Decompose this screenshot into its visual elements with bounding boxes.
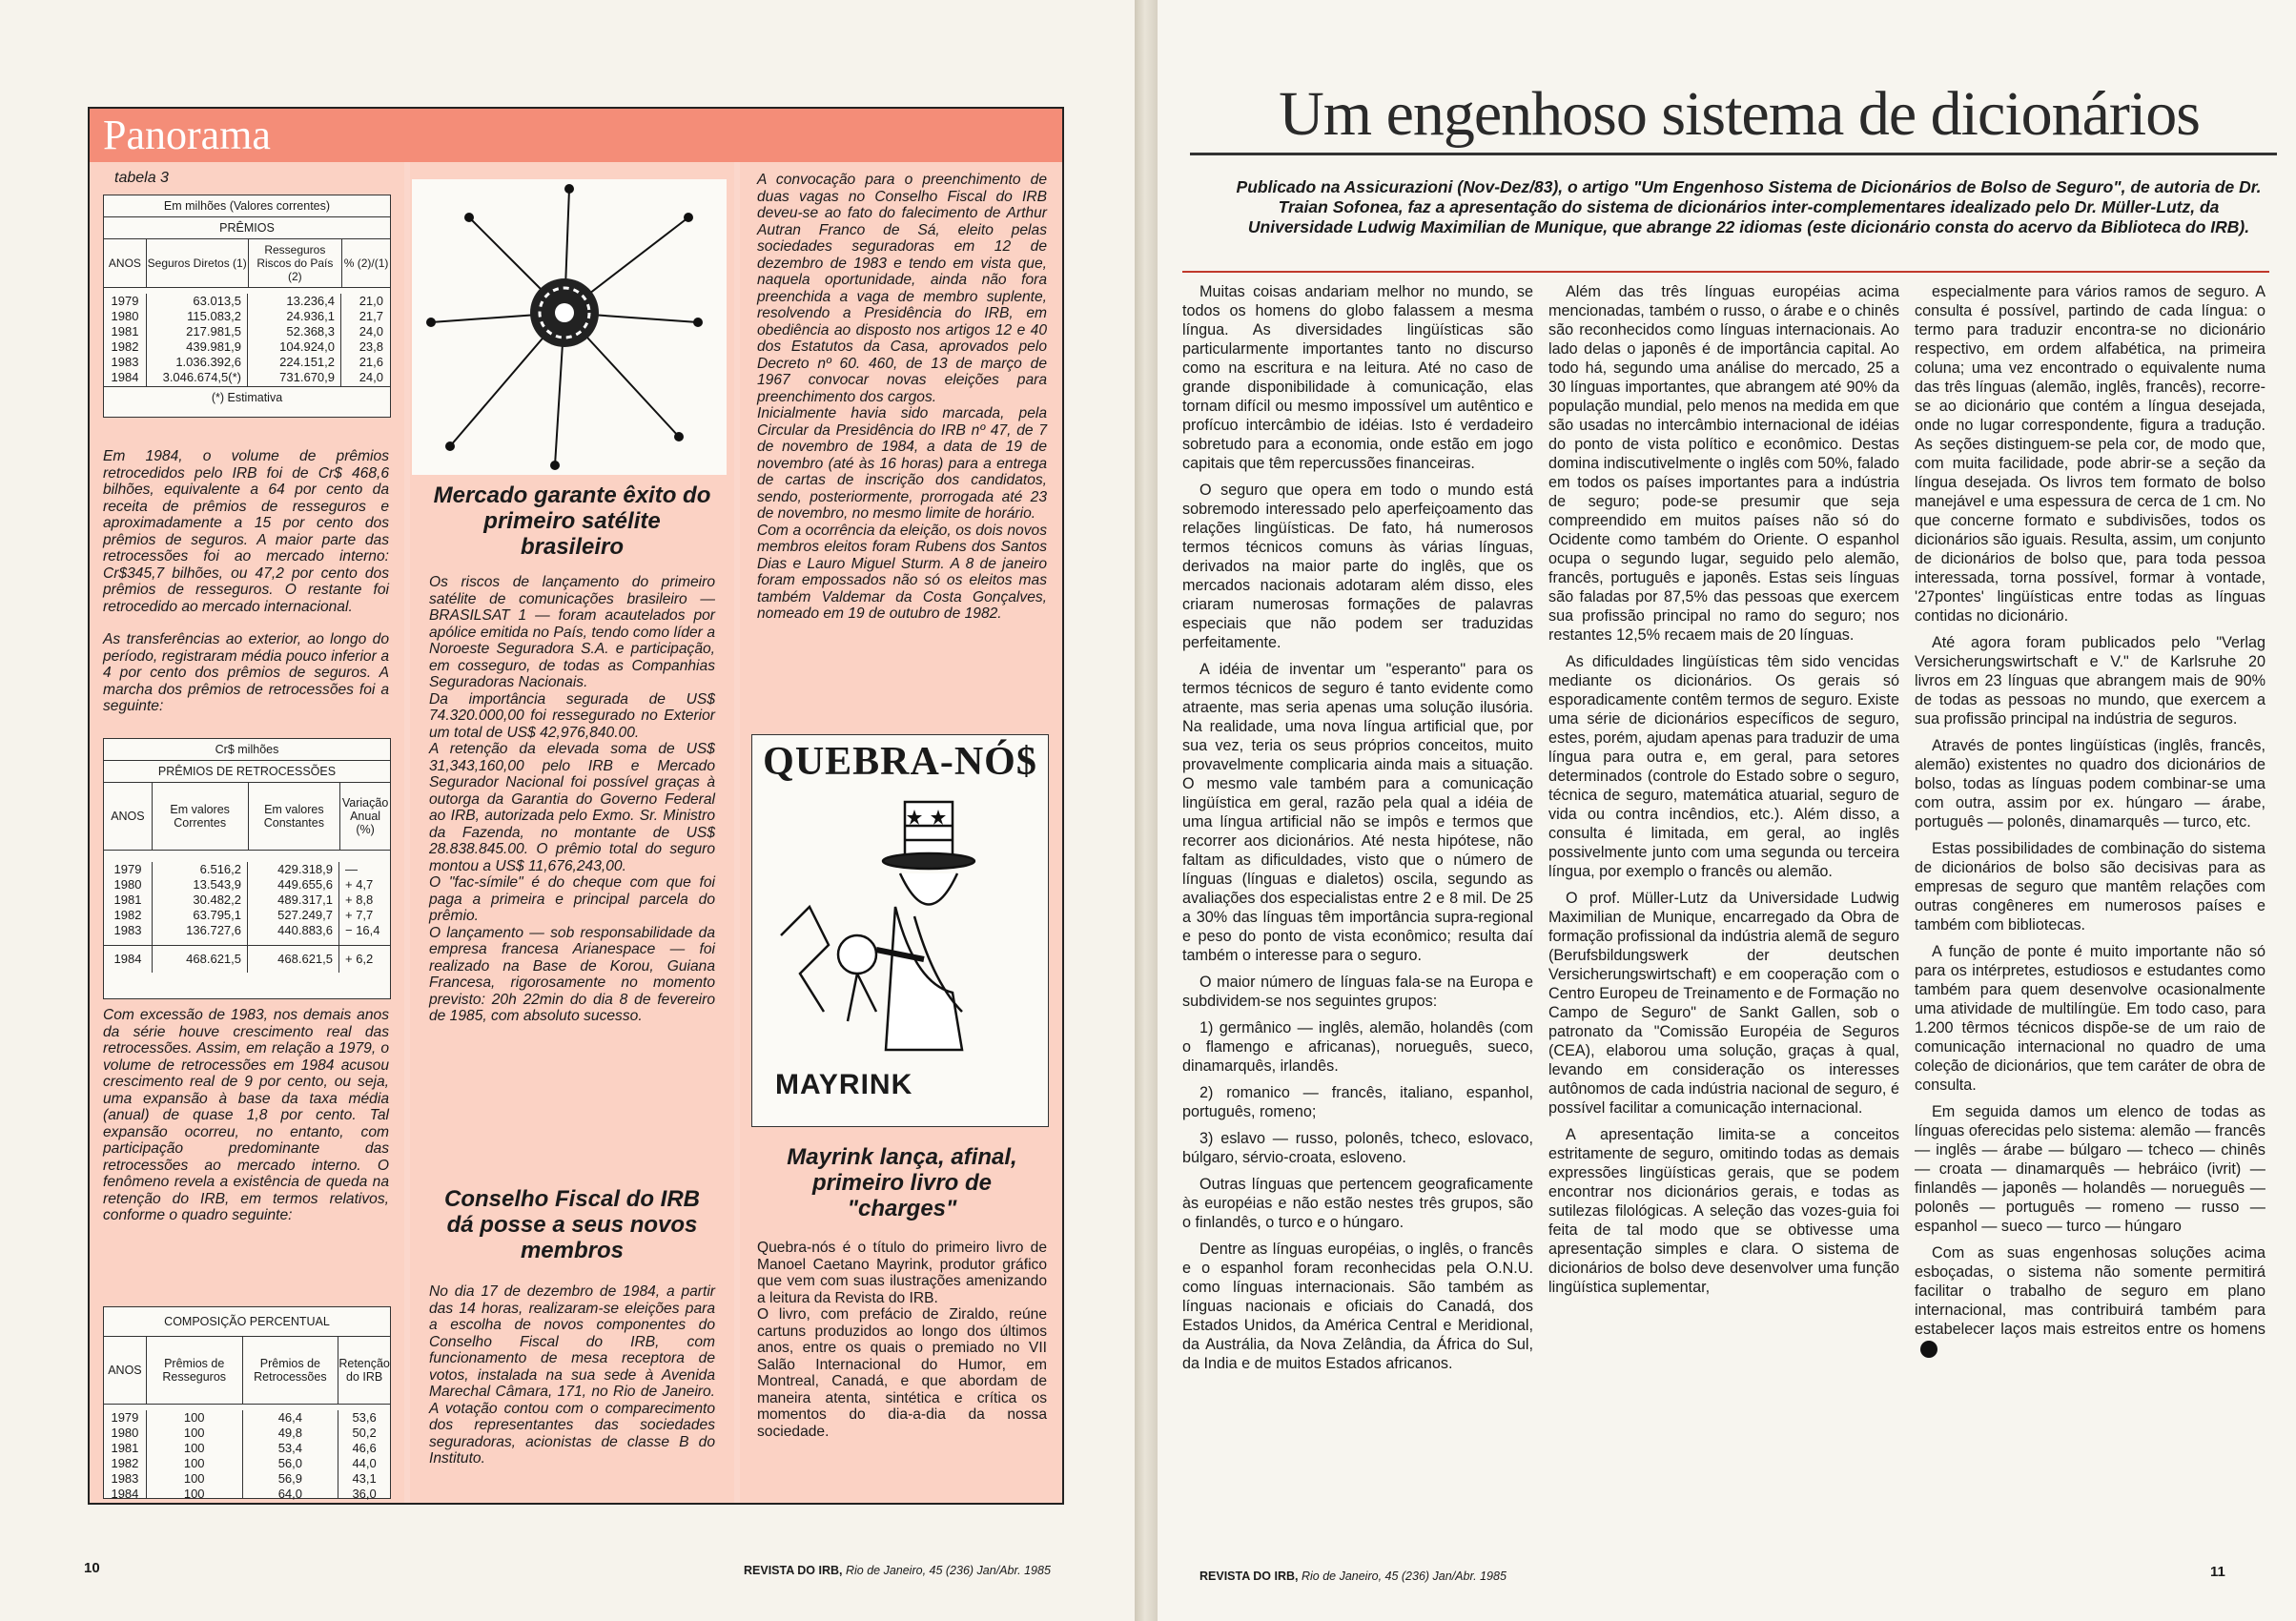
- panorama-column-1: [90, 162, 404, 1503]
- section-title: Panorama: [103, 112, 271, 158]
- paragraph: Através de pontes lingüísticas (inglês, francês, alemão) existentes no quadro dos dicionários de bolso, todas as línguas podem combinar-se uma com outra, assim por ex. húngaro — árabe, português — polonês, dinamarquês — turco, etc.: [1915, 737, 2265, 831]
- col-header-variacao: Variação Anual (%): [341, 796, 389, 836]
- conselho-article-text: No dia 17 de dezembro de 1984, a partir das 14 horas, realizaram-se eleições para a escolha de novos componentes do Conselho Fiscal do IRB, com funcionamento de mesa receptora de votos, instalada na sua sede à Avenida Marechal Câmara, 171, no Rio de Janeiro. A votação contou com o comparecimento dos representantes das sociedades seguradoras, acionistas de classe B do Instituto.: [429, 1283, 715, 1467]
- paragraph: Além das três línguas européias acima mencionadas, também o russo, o árabe e o chinês são reconhecidos como línguas internacionais. Ao lado delas o japonês é de importância capital. Ao todo há, segundo uma análise do mercado, 25 a 30 línguas importantes, que abrangem até 90% da população mundial, pelo menos na medida em que são usadas no intercâmbio internacional de idéias do ponto de vista político e econômico. Destas domina indiscutivelmente o inglês com 50%, falado em todos os países importantes para a indústria de seguro; pode-se presumir que seja compreendido em muitos países não só do Ocidente como também do Oriente. O espanhol ocupa o segundo lugar, seguido pelo alemão, francês, português e japonês. Estas seis línguas são faladas por 87,5% das pessoas que exercem sua profissão principal no ramo do seguro; nos restantes 12,5% recaem mais de 20 línguas.: [1548, 283, 1899, 644]
- paragraph: As dificuldades lingüísticas têm sido vencidas mediante os dicionários. Os gerais só esporadicamente contêm termos de seguro. Existe uma série de dicionários específicos de seguro, estes, porém, ajudam apenas para traduzir de uma língua para outra e, em geral, para setores determinados (controle do Estado sobre o seguro, técnica de seguro, matemática atuarial, seguro de vida ou contra incêndios, etc.). Além disso, a consulta é limitada, em geral, ao inglês possivelmente junto com uma segunda ou terceira língua, por exemplo o francês ou alemão.: [1548, 653, 1899, 880]
- paragraph: O seguro que opera em todo o mundo está sobremodo interessado pelo aperfeiçoamento das relações lingüísticas. De fato, há numerosos termos técnicos comuns às várias línguas, derivados na maior parte do inglês, que os mercados nacionais adotaram além disso, eles criaram numerosas formações de palavras especiais que não podem ser traduzidas perfeitamente.: [1182, 482, 1533, 651]
- table-years: 1979 1980 1981 1982 1983 1984: [104, 1410, 147, 1498]
- paragraph: O maior número de línguas fala-se na Europa e subdividem-se nos seguintes grupos:: [1182, 974, 1533, 1010]
- table-premios-ress-values: 100 100 100 100 100 100: [147, 1410, 243, 1498]
- left-page: [0, 0, 1135, 1621]
- uncle-sam-cartoon-icon: [771, 792, 1029, 1059]
- end-mark-icon: [1920, 1341, 1937, 1358]
- col-header-resseguros: Resseguros Riscos do País (2): [249, 239, 343, 287]
- article-premios-text-a: Em 1984, o volume de prêmios retrocedidos pelo IRB foi de Cr$ 468,6 bilhões, equivalente a 64 por cento da receita de prêmios de resseguros e aproximadamente a 15 por cento dos prêmios de seguros. A maior parte das retrocessões foi ao mercado interno: Cr$345,7 bilhões, ou 47,2 por cento dos prêmios de resseguros. O restante foi retrocedido ao mercado internacional.: [103, 448, 389, 615]
- paragraph: Estas possibilidades de combinação do sistema de dicionários de bolso são decisivas para as empresas de seguro que mantêm relações com outras congêneres em numerosos países e também com bibliotecas.: [1915, 840, 2265, 934]
- paragraph: Outras línguas que pertencem geograficamente às européias e não estão nestes três grupos, são o finlandês, o turco e o húngaro.: [1182, 1176, 1533, 1231]
- table-label: tabela 3: [114, 170, 169, 186]
- table-resseguros-values: 13.236,4 24.936,1 52.368,3 104.924,0 224.151,2 731.670,9: [248, 294, 341, 386]
- page-number: 11: [2210, 1564, 2225, 1580]
- paragraph: 1) germânico — inglês, alemão, holandês (com o flamengo e africanas), norueguês, sueco, dinamarquês, irlandês.: [1182, 1019, 1533, 1075]
- table-pct-values: 21,0 21,7 24,0 23,8 21,6 24,0: [359, 294, 383, 384]
- satellite-article-text: Os riscos de lançamento do primeiro satélite de comunicações brasileiro — BRASILSAT 1 — foram acautelados por apólice emitida no País, tendo como líder a Noroeste Seguradora S.A. e participação, em cosseguro, de todas as Companhias Seguradoras Nacionais. Da importância segurada de US$ 74.320.000,00 foi ressegurado no Exterior um total de US$ 42,976,840.00. A retenção da elevada soma de US$ 31,343,160,00 pelo IRB e Mercado Segurador Nacional foi possível graças à outorga da Garantia do Governo Federal ao IRB, autorizada pelo Exmo. Sr. Ministro da Fazenda, no montante de US$ 28.838.845.00. O prêmio total do seguro montou a US$ 11,676,243,00. O "fac-símile" é do cheque com que foi paga a primeira e principal parcela do prêmio. O lançamento — sob responsabilidade da empresa francesa Arianespace — foi realizado na Base de Korou, Guiana Francesa, rigorosamente no momento previsto: 20h 22min do dia 8 de fevereiro de 1985, com absoluto sucesso.: [429, 574, 715, 1024]
- paragraph: 2) romanico — francês, italiano, espanhol, português, romeno;: [1182, 1084, 1533, 1120]
- table-retrocessoes: [103, 738, 391, 999]
- article-premios-text-c: Com excessão de 1983, nos demais anos da série houve crescimento real das retrocessões. Assim, em relação a 1979, o volume de retrocessões em 1984 acusou crescimento real de 9 por cento, ou seja, uma expansão à base da taxa média (anual) de quase 1,8 por cento. Tal expansão ocorreu, no entanto, com participação predominante das retrocessões ao mercado interno. O fenômeno revela a existência de queda na retenção do IRB, em termos relativos, conforme o quadro seguinte:: [103, 1007, 389, 1223]
- col-header-pct: % (2)/(1): [343, 256, 389, 270]
- article-column-2: [1548, 282, 1899, 1304]
- col-header-retencao: Retenção do IRB: [338, 1357, 390, 1384]
- table-unit: Em milhões (Valores correntes): [104, 195, 390, 217]
- table-correntes-values: 6.516,2 13.543,9 30.482,2 63.795,1 136.727,6: [153, 862, 248, 945]
- table-years: 1979 1980 1981 1982 1983 1984: [104, 294, 147, 386]
- panorama-header: [90, 109, 1062, 162]
- cartoon-signature: MAYRINK: [775, 1069, 913, 1100]
- article-column-3: [1915, 282, 2265, 1365]
- table-seguros-values: 63.013,5 115.083,2 217.981,5 439.981,9 1.036.392,6 3.046.674,5(*): [147, 294, 248, 386]
- table-group-header: PRÊMIOS DE RETROCESSÕES: [104, 761, 390, 783]
- paragraph: Muitas coisas andariam melhor no mundo, se todos os homens do globo falassem a mesma língua. As diversidades lingüísticas são particularmente importantes tanto no discurso como na escritura e na leitura. Até no caso de grande disponibilidade à comunicação, elas tornam difícil ou mesmo impossível um autêntico e profícuo intercâmbio de idéias. Isto é verdadeiro sobretudo para a economia, onde estão em jogo capitais que têm repercussões financeiras.: [1182, 283, 1533, 472]
- col-header-anos: ANOS: [104, 239, 147, 287]
- table-composicao: [103, 1306, 391, 1499]
- article-intro: Publicado na Assicurazioni (Nov-Dez/83), o artigo "Um Engenhoso Sistema de Dicionários de Bolso de Seguro", de autoria de Dr. Traian Sofonea, faz a apresentação do sistema de dicionários inter-complementares idealizado pelo Dr. Müller-Lutz, da Universidade Ludwig Maximilian de Munique, que abrange 22 idiomas (este dicionário consta do acervo da Biblioteca do IRB).: [1236, 177, 2262, 236]
- table-title: COMPOSIÇÃO PERCENTUAL: [104, 1307, 390, 1337]
- page-footer: REVISTA DO IRB, Rio de Janeiro, 45 (236) Jan/Abr. 1985: [744, 1564, 1051, 1577]
- table-group-header: PRÊMIOS: [104, 217, 390, 239]
- title-rule: [1190, 153, 2277, 155]
- conselho-headline: Conselho Fiscal do IRB dá posse a seus novos membros: [443, 1186, 701, 1263]
- page-footer: REVISTA DO IRB, Rio de Janeiro, 45 (236) Jan/Abr. 1985: [1199, 1570, 1507, 1583]
- satellite-illustration: [412, 179, 727, 475]
- col-header-seguros: Seguros Diretos (1): [147, 239, 249, 287]
- panorama-section: [88, 107, 1064, 1505]
- table-variacao-values: — + 4,7 + 8,8 + 7,7 − 16,4: [345, 862, 380, 937]
- table-row-1984: 1984 468.621,5 468.621,5 + 6,2: [104, 946, 390, 973]
- cartoon-box: [751, 734, 1049, 1127]
- article-premios-text-b: As transferências ao exterior, ao longo do período, registraram média pouco inferior a 4 por cento dos prêmios de seguros. A marcha dos prêmios de retrocessões foi a seguinte:: [103, 631, 389, 714]
- paragraph: 3) eslavo — russo, polonês, tcheco, eslovaco, búlgaro, sérvio-croata, esloveno.: [1182, 1130, 1533, 1166]
- intro-rule: [1182, 271, 2269, 273]
- panorama-column-3: [740, 162, 1062, 1503]
- table-premios: [103, 195, 391, 418]
- col-header-premios-retro: Prêmios de Retrocessões: [243, 1337, 339, 1404]
- paragraph: Até agora foram publicados pelo "Verlag Versicherungswirtschaft e V." de Karlsruhe 20 livros em 23 línguas que abrangem mais de 90% de todas as pessoas no mundo, que exercem a sua profissão principal na indústria de seguros.: [1915, 634, 2265, 728]
- cartoon-title: QUEBRA-NÓ$: [763, 740, 1037, 784]
- table-unit: Cr$ milhões: [104, 739, 390, 761]
- table-years: 1979 1980 1981 1982 1983: [104, 862, 153, 945]
- table-note: (*) Estimativa: [211, 391, 283, 404]
- page-number: 10: [84, 1560, 100, 1576]
- paragraph: A apresentação limita-se a conceitos estritamente de seguro, omitindo todas as demais expressões lingüísticas gerais, que se podem encontrar nos dicionários gerais, e todas as sutilezas filológicas. A seleção das vozes-guia foi feita de tal modo que se obtivesse uma apresentação simples e clara. O sistema de dicionários de bolso deve desenvolver uma função lingüística suplementar,: [1548, 1126, 1899, 1296]
- conselho-article-continuation: A convocação para o preenchimento de duas vagas no Conselho Fiscal do IRB deveu-se ao fato do falecimento de Arthur Autran Franco de Sá, eleito pelas sociedades seguradoras em 12 de dezembro de 1983 e tendo em vista que, naquela oportunidade, ainda não fora preenchida a vaga de membro suplente, resolvendo a Presidência do IRB, em obediência ao disposto nos artigos 12 e 40 dos Estatutos da Casa, aprovados pelo Decreto nº 60. 460, de 13 de março de 1967 convocar novas eleições para preenchimento dos cargos. Inicialmente havia sido marcada, pela Circular da Presidência do IRB nº 47, de 7 de novembro de 1984, a data de 19 de novembro (até às 16 horas) para a entrega de cartas de inscrição dos candidatos, sendo, posteriormente, prorrogada até 23 de novembro, no mesmo limite de horário. Com a ocorrência da eleição, os dois novos membros eleitos foram Rubens dos Santos Dias e Lauro Miguel Sturm. A 8 de janeiro foram empossados não só os eleitos mas também Valdemar da Costa Gonçalves, nomeado em 19 de outubro de 1982.: [757, 172, 1047, 622]
- col-header-anos: ANOS: [104, 783, 153, 850]
- page-gutter: [1135, 0, 1158, 1621]
- article-title: Um engenhoso sistema de dicionários: [1279, 79, 2200, 149]
- paragraph-final: Com as suas engenhosas soluções acima esboçadas, o sistema não somente permitirá facilitar o trabalho de seguro em plano internacional, mas contribuirá também para estabelecer laços mais estreitos entre os homens: [1915, 1243, 2265, 1358]
- paragraph: A idéia de inventar um "esperanto" para os termos técnicos de seguro é tanto evidente como atraente, mas seria apenas uma solução ilusória. Na realidade, uma nova língua artificial que, por sua vez, teria os seus próprios conceitos, muito provavelmente complicaria ainda mais a situação. O mesmo vale também para a comunicação lingüística em geral, razão pela qual a idéia de uma língua artificial não se impôs e termos que recorrer aos dicionários. Até nesta hipótese, não faltam as dificuldades, visto que o número de línguas (línguas e dialetos) oscila, segundo as avaliações dos especialistas entre 2 e 8 mil. De 25 a 30% das línguas têm importância supra-regional e peso do ponto de vista econômico; resulta daí também o interesse para o seguro.: [1182, 661, 1533, 964]
- mayrink-headline: Mayrink lança, afinal, primeiro livro de "charges": [787, 1144, 1017, 1221]
- satellite-icon: [412, 179, 727, 475]
- article-column-1: [1182, 282, 1533, 1381]
- paragraph: O prof. Müller-Lutz da Universidade Ludwig Maximilian de Munique, encarregado da Obra de formação profissional da indústria alemã de seguro (Berufsbildungswerk der deutschen Versicherungswirtschaft) e em cooperação com o Centro Europeu de Treinamento e de Formação no Campo de Seguro" de Sankt Gallen, sob o patronato da "Comissão Européia de Seguros (CEA), elaborou uma solução, graças à qual, levando em consideração os interesses autônomos de cada indústria nacional de seguro, é possível facilitar a comunicação internacional.: [1548, 890, 1899, 1117]
- paragraph: A função de ponte é muito importante não só para os intérpretes, estudiosos e estudantes como também para quem desenvolve ocasionalmente uma atividade de multilíngüe. Em todo caso, para 1.200 têrmos técnicos dispõe-se de um raio de comunicação internacional no quadro de uma coleção de dicionários, que tem caráter de obra de consulta.: [1915, 943, 2265, 1094]
- right-page: [1158, 0, 2296, 1621]
- paragraph: Em seguida damos um elenco de todas as línguas oferecidas pelo sistema: alemão — francês — inglês — árabe — búlgaro — tcheco — chinês — croata — dinamarquês — hebráico (ivrit) — finlandês — japonês — holandês — norueguês — polonês — português — romeno — russo — espanhol — sueco — turco — húngaro: [1915, 1103, 2265, 1235]
- paragraph: Dentre as línguas européias, o inglês, o francês e o espanhol foram reconhecidas pela O.N.U. como línguas internacionais. São também as línguas nacionais e oficiais do Canadá, dos Estados Unidos, da América Central e Meridional, da Austrália, da Nova Zelândia, da África do Sul, da India e de muitos Estados africanos.: [1182, 1241, 1533, 1372]
- panorama-column-2: [410, 162, 734, 1503]
- col-header-premios-ress: Prêmios de Resseguros: [147, 1337, 243, 1404]
- mayrink-article-text: Quebra-nós é o título do primeiro livro de Manoel Caetano Mayrink, produtor gráfico que vem com suas ilustrações amenizando a leitura da Revista do IRB. O livro, com prefácio de Ziraldo, reúne cartuns produzidos ao longo dos últimos anos, entre os quais o premiado no VII Salão Internacional do Humor, em Montreal, Canadá, e que abordam de maneira atenta, sintética e crítica os momentos do dia-a-dia da nossa sociedade.: [757, 1240, 1047, 1440]
- col-header-anos: ANOS: [104, 1337, 147, 1404]
- paragraph: especialmente para vários ramos de seguro. A consulta é possível, partindo de cada língua: o termo para traduzir encontra-se no dicionário respectivo, em ordem alfabética, na primeira coluna; uma vez encontrado o equivalente numa das três línguas (alemão, inglês, francês), recorre-se ao dicionário que contém a língua desejada, onde no lugar correspondente, figura a tradução. As seções distinguem-se pela cor, de modo que, com muita facilidade, pode abrir-se a seção da língua desejada. Os livros tem formato de bolso manejável e uma espessura de cerca de 1 cm. No que concerne formato e subdivisões, todos os dicionários são iguais. Resulta, assim, um conjunto de dicionários de bolso que, para toda pessoa interessada, torna possível, formar à vontade, '27pontes' lingüísticas entre todas as línguas contidas no dicionário.: [1915, 283, 2265, 625]
- table-constantes-values: 429.318,9 449.655,6 489.317,1 527.249,7 440.883,6: [248, 862, 339, 945]
- col-header-correntes: Em valores Correntes: [153, 783, 249, 850]
- col-header-constantes: Em valores Constantes: [249, 783, 341, 850]
- table-premios-retro-values: 46,4 49,8 53,4 56,0 56,9 64,0: [243, 1410, 339, 1498]
- satellite-headline: Mercado garante êxito do primeiro satélite brasileiro: [433, 482, 711, 560]
- table-retencao-values: 53,6 50,2 46,6 44,0 43,1 36,0: [352, 1410, 377, 1501]
